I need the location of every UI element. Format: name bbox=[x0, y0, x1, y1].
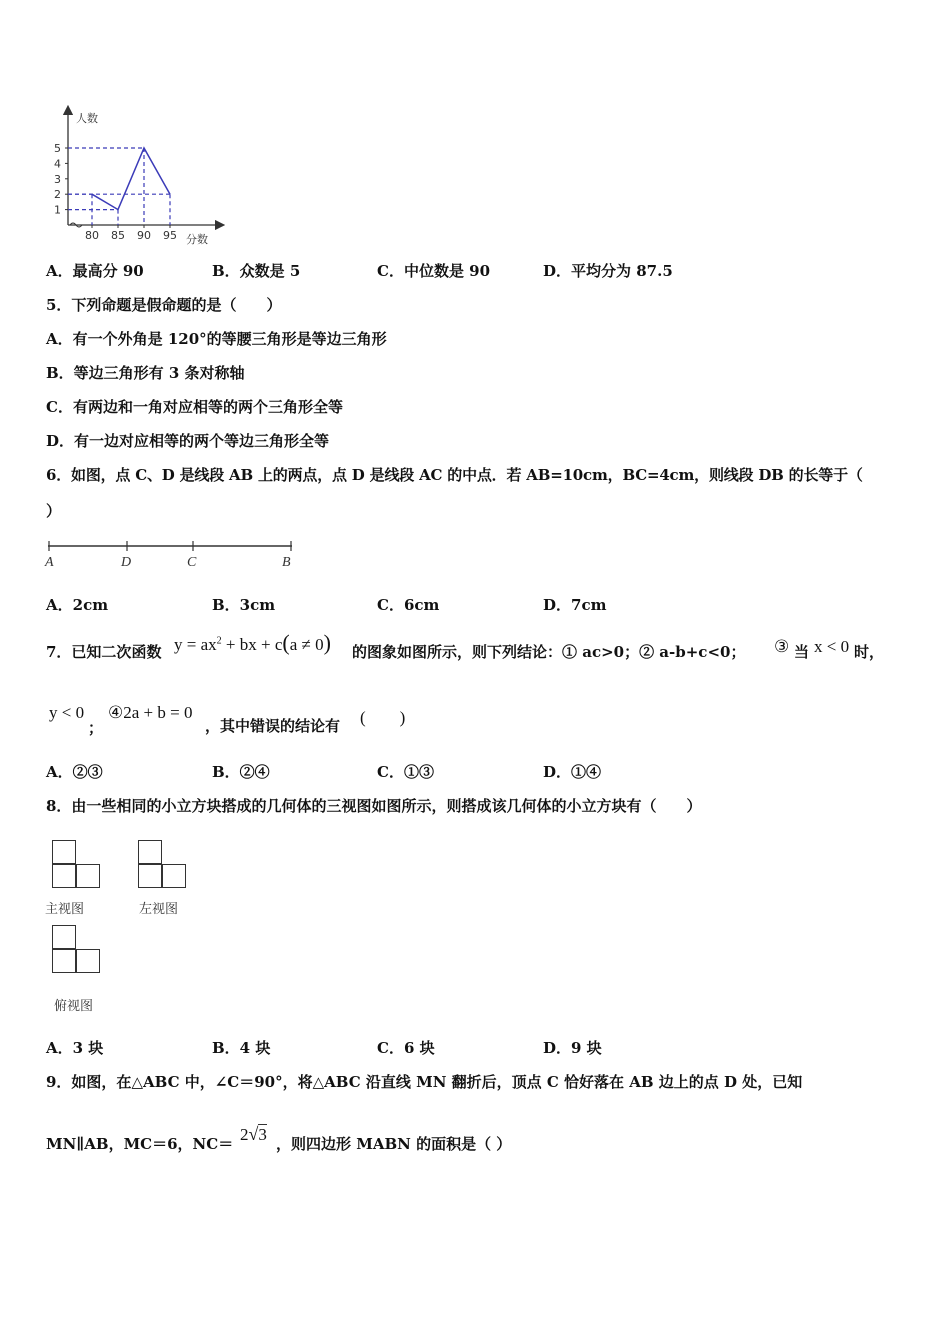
q9-stem-line1: 9．如图，在△ABC 中，∠C＝90°，将△ABC 沿直线 MN 翻折后，顶点 C 恰好落在 AB 边上的点 D 处，已知 bbox=[46, 1073, 803, 1091]
top-view bbox=[52, 925, 104, 977]
left-cell-bottom-right bbox=[162, 864, 186, 888]
left-view bbox=[138, 840, 190, 892]
point-c-label: C bbox=[187, 555, 197, 570]
top-cell-bottom-left bbox=[52, 949, 76, 973]
q6-option-d: D．7cm bbox=[543, 596, 607, 614]
q6-stem-line2: ） bbox=[46, 502, 62, 520]
q7-stem-e: ； bbox=[88, 719, 104, 737]
front-cell-top bbox=[52, 840, 76, 864]
q8-stem: 8．由一些相同的小立方块搭成的几何体的三视图如图所示，则搭成该几何体的小立方块有（ ） bbox=[46, 797, 702, 815]
y-tick-label: 2 bbox=[54, 188, 61, 202]
score-line-chart bbox=[40, 104, 230, 252]
point-b-label: B bbox=[282, 555, 291, 570]
x-tick-label: 85 bbox=[111, 229, 125, 242]
y-tick-label: 4 bbox=[54, 157, 61, 171]
front-cell-bottom-left bbox=[52, 864, 76, 888]
q7-stem-b: 的图象如图所示，则下列结论：① ac>0；② a-b+c<0； bbox=[352, 643, 746, 661]
y-axis-label: 人数 bbox=[76, 112, 98, 125]
q6-option-c: C．6cm bbox=[377, 596, 440, 614]
q9-stem-b: ，则四边形 MABN 的面积是（ ） bbox=[276, 1135, 512, 1153]
q7-cond-y: y < 0 bbox=[49, 703, 85, 722]
x-tick-label: 90 bbox=[137, 229, 151, 242]
q5-option-b: B．等边三角形有 3 条对称轴 bbox=[46, 364, 245, 382]
q4-option-c: C．中位数是 90 bbox=[377, 262, 491, 280]
q8-option-d: D．9 块 bbox=[543, 1039, 602, 1057]
q8-option-b: B．4 块 bbox=[212, 1039, 271, 1057]
y-tick-label: 5 bbox=[54, 142, 61, 155]
front-view-label: 主视图 bbox=[45, 902, 85, 917]
q5-stem: 5．下列命题是假命题的是（ ） bbox=[46, 296, 282, 314]
q7-stem-c: 当 bbox=[794, 643, 810, 661]
q5-option-a: A．有一个外角是 120°的等腰三角形是等边三角形 bbox=[46, 330, 387, 348]
top-view-label: 俯视图 bbox=[54, 999, 94, 1014]
q5-option-d: D．有一边对应相等的两个等边三角形全等 bbox=[46, 432, 330, 450]
point-a-label: A bbox=[45, 555, 54, 570]
q7-option-a: A．②③ bbox=[46, 763, 103, 781]
x-tick-label: 95 bbox=[163, 229, 177, 242]
x-tick-label: 80 bbox=[85, 229, 99, 242]
y-tick-label: 3 bbox=[54, 172, 61, 186]
q7-formula: $y = ax^2$ + bx + c(a ≠ 0) bbox=[174, 630, 331, 655]
q7-option-c: C．①③ bbox=[377, 763, 434, 781]
series-line bbox=[92, 148, 170, 210]
q7-stem-a: 7．已知二次函数 bbox=[46, 643, 162, 661]
q7-item3-mark: ③ bbox=[774, 637, 790, 656]
q7-item4: ④2a + b = 0 bbox=[108, 703, 193, 722]
q7-paren: ( ) bbox=[360, 708, 406, 727]
q4-option-a: A．最高分 90 bbox=[46, 262, 144, 280]
q4-option-d: D．平均分为 87.5 bbox=[543, 262, 673, 280]
left-cell-bottom-left bbox=[138, 864, 162, 888]
q8-option-c: C．6 块 bbox=[377, 1039, 435, 1057]
q6-stem-line1: 6．如图，点 C、D 是线段 AB 上的两点，点 D 是线段 AC 的中点．若 AB=10cm，BC=4cm，则线段 DB 的长等于（ bbox=[46, 466, 863, 484]
q7-option-b: B．②④ bbox=[212, 763, 270, 781]
point-d-label: D bbox=[121, 555, 132, 570]
q7-option-d: D．①④ bbox=[543, 763, 602, 781]
top-cell-top bbox=[52, 925, 76, 949]
left-cell-top bbox=[138, 840, 162, 864]
left-view-label: 左视图 bbox=[139, 902, 179, 917]
front-cell-bottom-right bbox=[76, 864, 100, 888]
q9-stem-a: MN∥AB，MC＝6，NC＝ bbox=[46, 1135, 234, 1153]
q7-stem-d: 时， bbox=[854, 643, 885, 661]
front-view bbox=[52, 840, 104, 892]
q6-option-a: A．2cm bbox=[46, 596, 109, 614]
top-cell-bottom-right bbox=[76, 949, 100, 973]
x-axis-label: 分数 bbox=[186, 233, 208, 246]
q9-radical: 2√3 bbox=[240, 1124, 267, 1144]
q7-stem-f: ，其中错误的结论有 bbox=[205, 717, 341, 735]
q5-option-c: C．有两边和一角对应相等的两个三角形全等 bbox=[46, 398, 343, 416]
q4-option-b: B．众数是 5 bbox=[212, 262, 301, 280]
q7-cond-x: x < 0 bbox=[814, 637, 850, 656]
y-tick-label: 1 bbox=[54, 203, 61, 217]
q6-option-b: B．3cm bbox=[212, 596, 276, 614]
q8-option-a: A．3 块 bbox=[46, 1039, 104, 1057]
segment-figure bbox=[42, 538, 302, 574]
